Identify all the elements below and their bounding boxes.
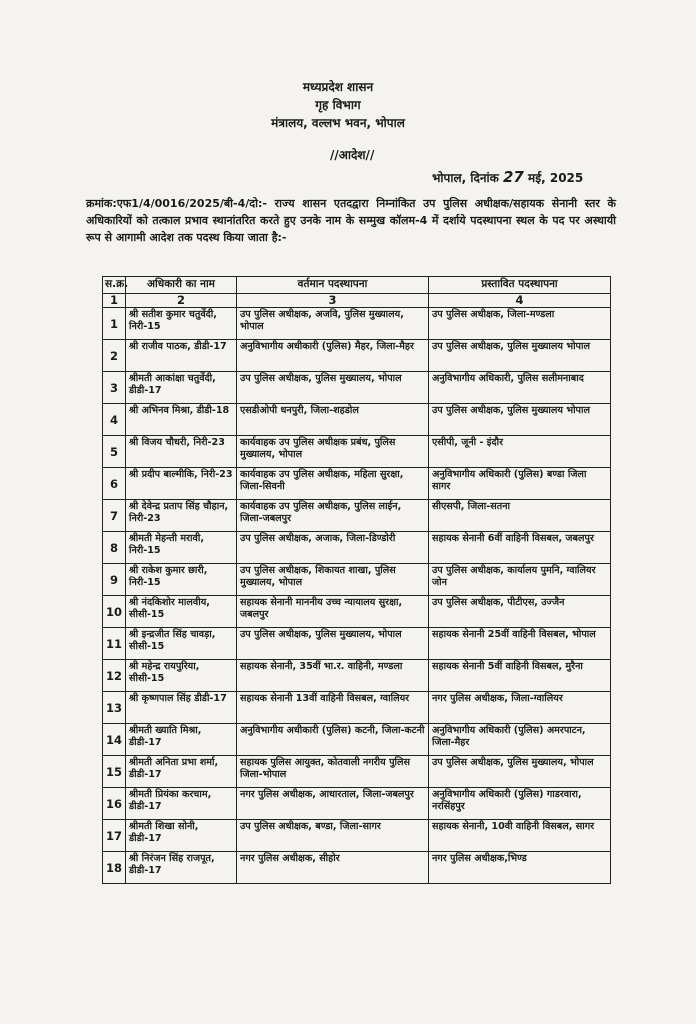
serial-number: 7 xyxy=(103,500,126,532)
dateline-suffix: मई, 2025 xyxy=(523,171,584,185)
table-row xyxy=(103,564,611,596)
officer-name: श्री देवेन्द्र प्रताप सिंह चौहान, निरी-23 xyxy=(126,500,237,532)
serial-number: 16 xyxy=(103,788,126,820)
proposed-posting: सीएसपी, जिला-सतना xyxy=(429,500,611,532)
table-row xyxy=(103,596,611,628)
proposed-posting: अनुविभागीय अधिकारी (पुलिस) बण्डा जिला सागर xyxy=(429,468,611,500)
table-header-row xyxy=(103,277,611,294)
officer-name: श्रीमती अनिता प्रभा शर्मा, डीडी-17 xyxy=(126,756,237,788)
table-row xyxy=(103,692,611,724)
proposed-posting: उप पुलिस अधीक्षक, जिला-मण्डला xyxy=(429,308,611,340)
serial-number: 6 xyxy=(103,468,126,500)
order-title: //आदेश// xyxy=(330,148,375,162)
header-officer-name: अधिकारी का नाम xyxy=(126,277,237,294)
officer-name: श्री कृष्णपाल सिंह डीडी-17 xyxy=(126,692,237,724)
serial-number: 10 xyxy=(103,596,126,628)
table-row xyxy=(103,308,611,340)
current-posting: उप पुलिस अधीक्षक, शिकायत शाखा, पुलिस मुख्यालय, भोपाल xyxy=(237,564,429,596)
header-proposed-posting: प्रस्तावित पदस्थापना xyxy=(429,277,611,294)
officer-name: श्रीमती प्रियंका करचाम, डीडी-17 xyxy=(126,788,237,820)
header-department xyxy=(0,96,686,113)
table-row xyxy=(103,340,611,372)
current-posting: उप पुलिस अधीक्षक, पुलिस मुख्यालय, भोपाल xyxy=(237,372,429,404)
table-row xyxy=(103,660,611,692)
table-row xyxy=(103,788,611,820)
proposed-posting: नगर पुलिस अधीक्षक,भिण्ड xyxy=(429,852,611,884)
officer-name: श्री निरंजन सिंह राजपूत, डीडी-17 xyxy=(126,852,237,884)
proposed-posting: एसीपी, जूनी - इंदौर xyxy=(429,436,611,468)
proposed-posting: सहायक सेनानी, 10वी वाहिनी विसबल, सागर xyxy=(429,820,611,852)
serial-number: 9 xyxy=(103,564,126,596)
proposed-posting: अनुविभागीय अधिकारी (पुलिस) गाडरवारा, नरसिंहपुर xyxy=(429,788,611,820)
order-paragraph: क्रमांक:एफ1/4/0016/2025/बी-4/दो:- राज्य शासन एतदद्वारा निम्नांकित उप पुलिस अधीक्षक/सहायक सेनानी स्तर के अधिकारियों को तत्काल प्रभाव स्थानांतरित करते हुए उनके नाम के सम्मुख कॉलम-4 में दर्शाये पदस्थापना स्थल के पद पर अस्थायी रूप से आगामी आदेश तक पदस्थ किया जाता है:- xyxy=(86,197,616,244)
officer-name: श्री महेन्द्र रायपुरिया, सीसी-15 xyxy=(126,660,237,692)
current-posting: उप पुलिस अधीक्षक, अजवि, पुलिस मुख्यालय, भोपाल xyxy=(237,308,429,340)
officer-name: श्री नंदकिशोर मालवीय, सीसी-15 xyxy=(126,596,237,628)
serial-number: 13 xyxy=(103,692,126,724)
serial-number: 17 xyxy=(103,820,126,852)
current-posting: उप पुलिस अधीक्षक, अजाक, जिला-डिण्डोरी xyxy=(237,532,429,564)
current-posting: सहायक सेनानी 13वीं वाहिनी विसबल, ग्वालियर xyxy=(237,692,429,724)
column-number: 2 xyxy=(126,294,237,308)
dateline-prefix: भोपाल, दिनांक xyxy=(432,171,503,185)
officer-name: श्रीमती ख्याति मिश्रा, डीडी-17 xyxy=(126,724,237,756)
serial-number: 5 xyxy=(103,436,126,468)
header-serial: स.क्र. xyxy=(103,277,126,294)
proposed-posting: उप पुलिस अधीक्षक, कार्यालय पुमनि, ग्वालियर जोन xyxy=(429,564,611,596)
current-posting: सहायक पुलिस आयुक्त, कोतवाली नगरीय पुलिस जिला-भोपाल xyxy=(237,756,429,788)
current-posting: नगर पुलिस अधीक्षक, आधारताल, जिला-जबलपुर xyxy=(237,788,429,820)
table-row xyxy=(103,628,611,660)
table-row xyxy=(103,436,611,468)
current-posting: अनुविभागीय अधीकारी (पुलिस) कटनी, जिला-कटनी xyxy=(237,724,429,756)
proposed-posting: उप पुलिस अधीक्षक, पुलिस मुख्यालय भोपाल xyxy=(429,340,611,372)
header-line-1: मध्यप्रदेश शासन xyxy=(302,80,374,94)
current-posting: अनुविभागीय अधीकारी (पुलिस) मैहर, जिला-मैहर xyxy=(237,340,429,372)
officer-name: श्री राजीव पाठक, डीडी-17 xyxy=(126,340,237,372)
dateline-day: 27 xyxy=(502,168,524,186)
current-posting: सहायक सेनानी माननीय उच्च न्यायालय सुरक्षा, जबलपुर xyxy=(237,596,429,628)
current-posting: उप पुलिस अधीक्षक, पुलिस मुख्यालय, भोपाल xyxy=(237,628,429,660)
table-body xyxy=(103,308,611,884)
table-row xyxy=(103,532,611,564)
serial-number: 14 xyxy=(103,724,126,756)
table-row xyxy=(103,500,611,532)
officer-name: श्री अभिनव मिश्रा, डीडी-18 xyxy=(126,404,237,436)
officer-name: श्री राकेश कुमार छारी, निरी-15 xyxy=(126,564,237,596)
current-posting: कार्यवाहक उप पुलिस अधीक्षक, पुलिस लाईन, जिला-जबलपुर xyxy=(237,500,429,532)
proposed-posting: सहायक सेनानी 5वीं वाहिनी विसबल, मुरैना xyxy=(429,660,611,692)
column-number: 3 xyxy=(237,294,429,308)
proposed-posting: उप पुलिस अधीक्षक, पीटीएस, उज्जैन xyxy=(429,596,611,628)
serial-number: 2 xyxy=(103,340,126,372)
current-posting: नगर पुलिस अधीक्षक, सीहोर xyxy=(237,852,429,884)
proposed-posting: सहायक सेनानी 6वीं वाहिनी विसबल, जबलपुर xyxy=(429,532,611,564)
serial-number: 18 xyxy=(103,852,126,884)
header-state-government xyxy=(0,78,686,95)
officer-name: श्री प्रदीप बाल्मीकि, निरी-23 xyxy=(126,468,237,500)
serial-number: 8 xyxy=(103,532,126,564)
serial-number: 11 xyxy=(103,628,126,660)
transfer-table xyxy=(102,276,611,884)
officer-name: श्रीमती आकांक्षा चतुर्वेदी, डीडी-17 xyxy=(126,372,237,404)
header-current-posting: वर्तमान पदस्थापना xyxy=(237,277,429,294)
serial-number: 3 xyxy=(103,372,126,404)
current-posting: सहायक सेनानी, 35वीं भा.र. वाहिनी, मण्डला xyxy=(237,660,429,692)
officer-name: श्री विजय चौधरी, निरी-23 xyxy=(126,436,237,468)
current-posting: उप पुलिस अधीक्षक, बण्डा, जिला-सागर xyxy=(237,820,429,852)
current-posting: कार्यवाहक उप पुलिस अधीक्षक, महिला सुरक्षा, जिला-सिवनी xyxy=(237,468,429,500)
officer-name: श्रीमती मेहन्ती मरावी, निरी-15 xyxy=(126,532,237,564)
officer-name: श्री सतीश कुमार चतुर्वेदी, निरी-15 xyxy=(126,308,237,340)
table-row xyxy=(103,724,611,756)
proposed-posting: अनुविभागीय अधिकारी (पुलिस) अमरपाटन, जिला-मैहर xyxy=(429,724,611,756)
table-row xyxy=(103,820,611,852)
proposed-posting: सहायक सेनानी 25वीं वाहिनी विसबल, भोपाल xyxy=(429,628,611,660)
proposed-posting: उप पुलिस अधीक्षक, पुलिस मुख्यालय भोपाल xyxy=(429,404,611,436)
table-row xyxy=(103,404,611,436)
column-number: 4 xyxy=(429,294,611,308)
column-number: 1 xyxy=(103,294,126,308)
table-column-number-row xyxy=(103,294,611,308)
dateline xyxy=(432,168,583,186)
current-posting: एसडीओपी धनपुरी, जिला-शहडोल xyxy=(237,404,429,436)
serial-number: 15 xyxy=(103,756,126,788)
serial-number: 12 xyxy=(103,660,126,692)
serial-number: 1 xyxy=(103,308,126,340)
officer-name: श्री इन्द्रजीत सिंह चावड़ा, सीसी-15 xyxy=(126,628,237,660)
table-row xyxy=(103,372,611,404)
proposed-posting: नगर पुलिस अधीक्षक, जिला-ग्वालियर xyxy=(429,692,611,724)
proposed-posting: उप पुलिस अधीक्षक, पुलिस मुख्यालय, भोपाल xyxy=(429,756,611,788)
serial-number: 4 xyxy=(103,404,126,436)
header-line-3: मंत्रालय, वल्लभ भवन, भोपाल xyxy=(271,116,405,130)
officer-name: श्रीमती शिखा सोनी, डीडी-17 xyxy=(126,820,237,852)
proposed-posting: अनुविभागीय अधिकारी, पुलिस सलीमनाबाद xyxy=(429,372,611,404)
header-line-2: गृह विभाग xyxy=(315,98,361,112)
table-row xyxy=(103,852,611,884)
table-row xyxy=(103,468,611,500)
current-posting: कार्यवाहक उप पुलिस अधीक्षक प्रबंध, पुलिस मुख्यालय, भोपाल xyxy=(237,436,429,468)
header-address xyxy=(0,114,686,131)
table-row xyxy=(103,756,611,788)
